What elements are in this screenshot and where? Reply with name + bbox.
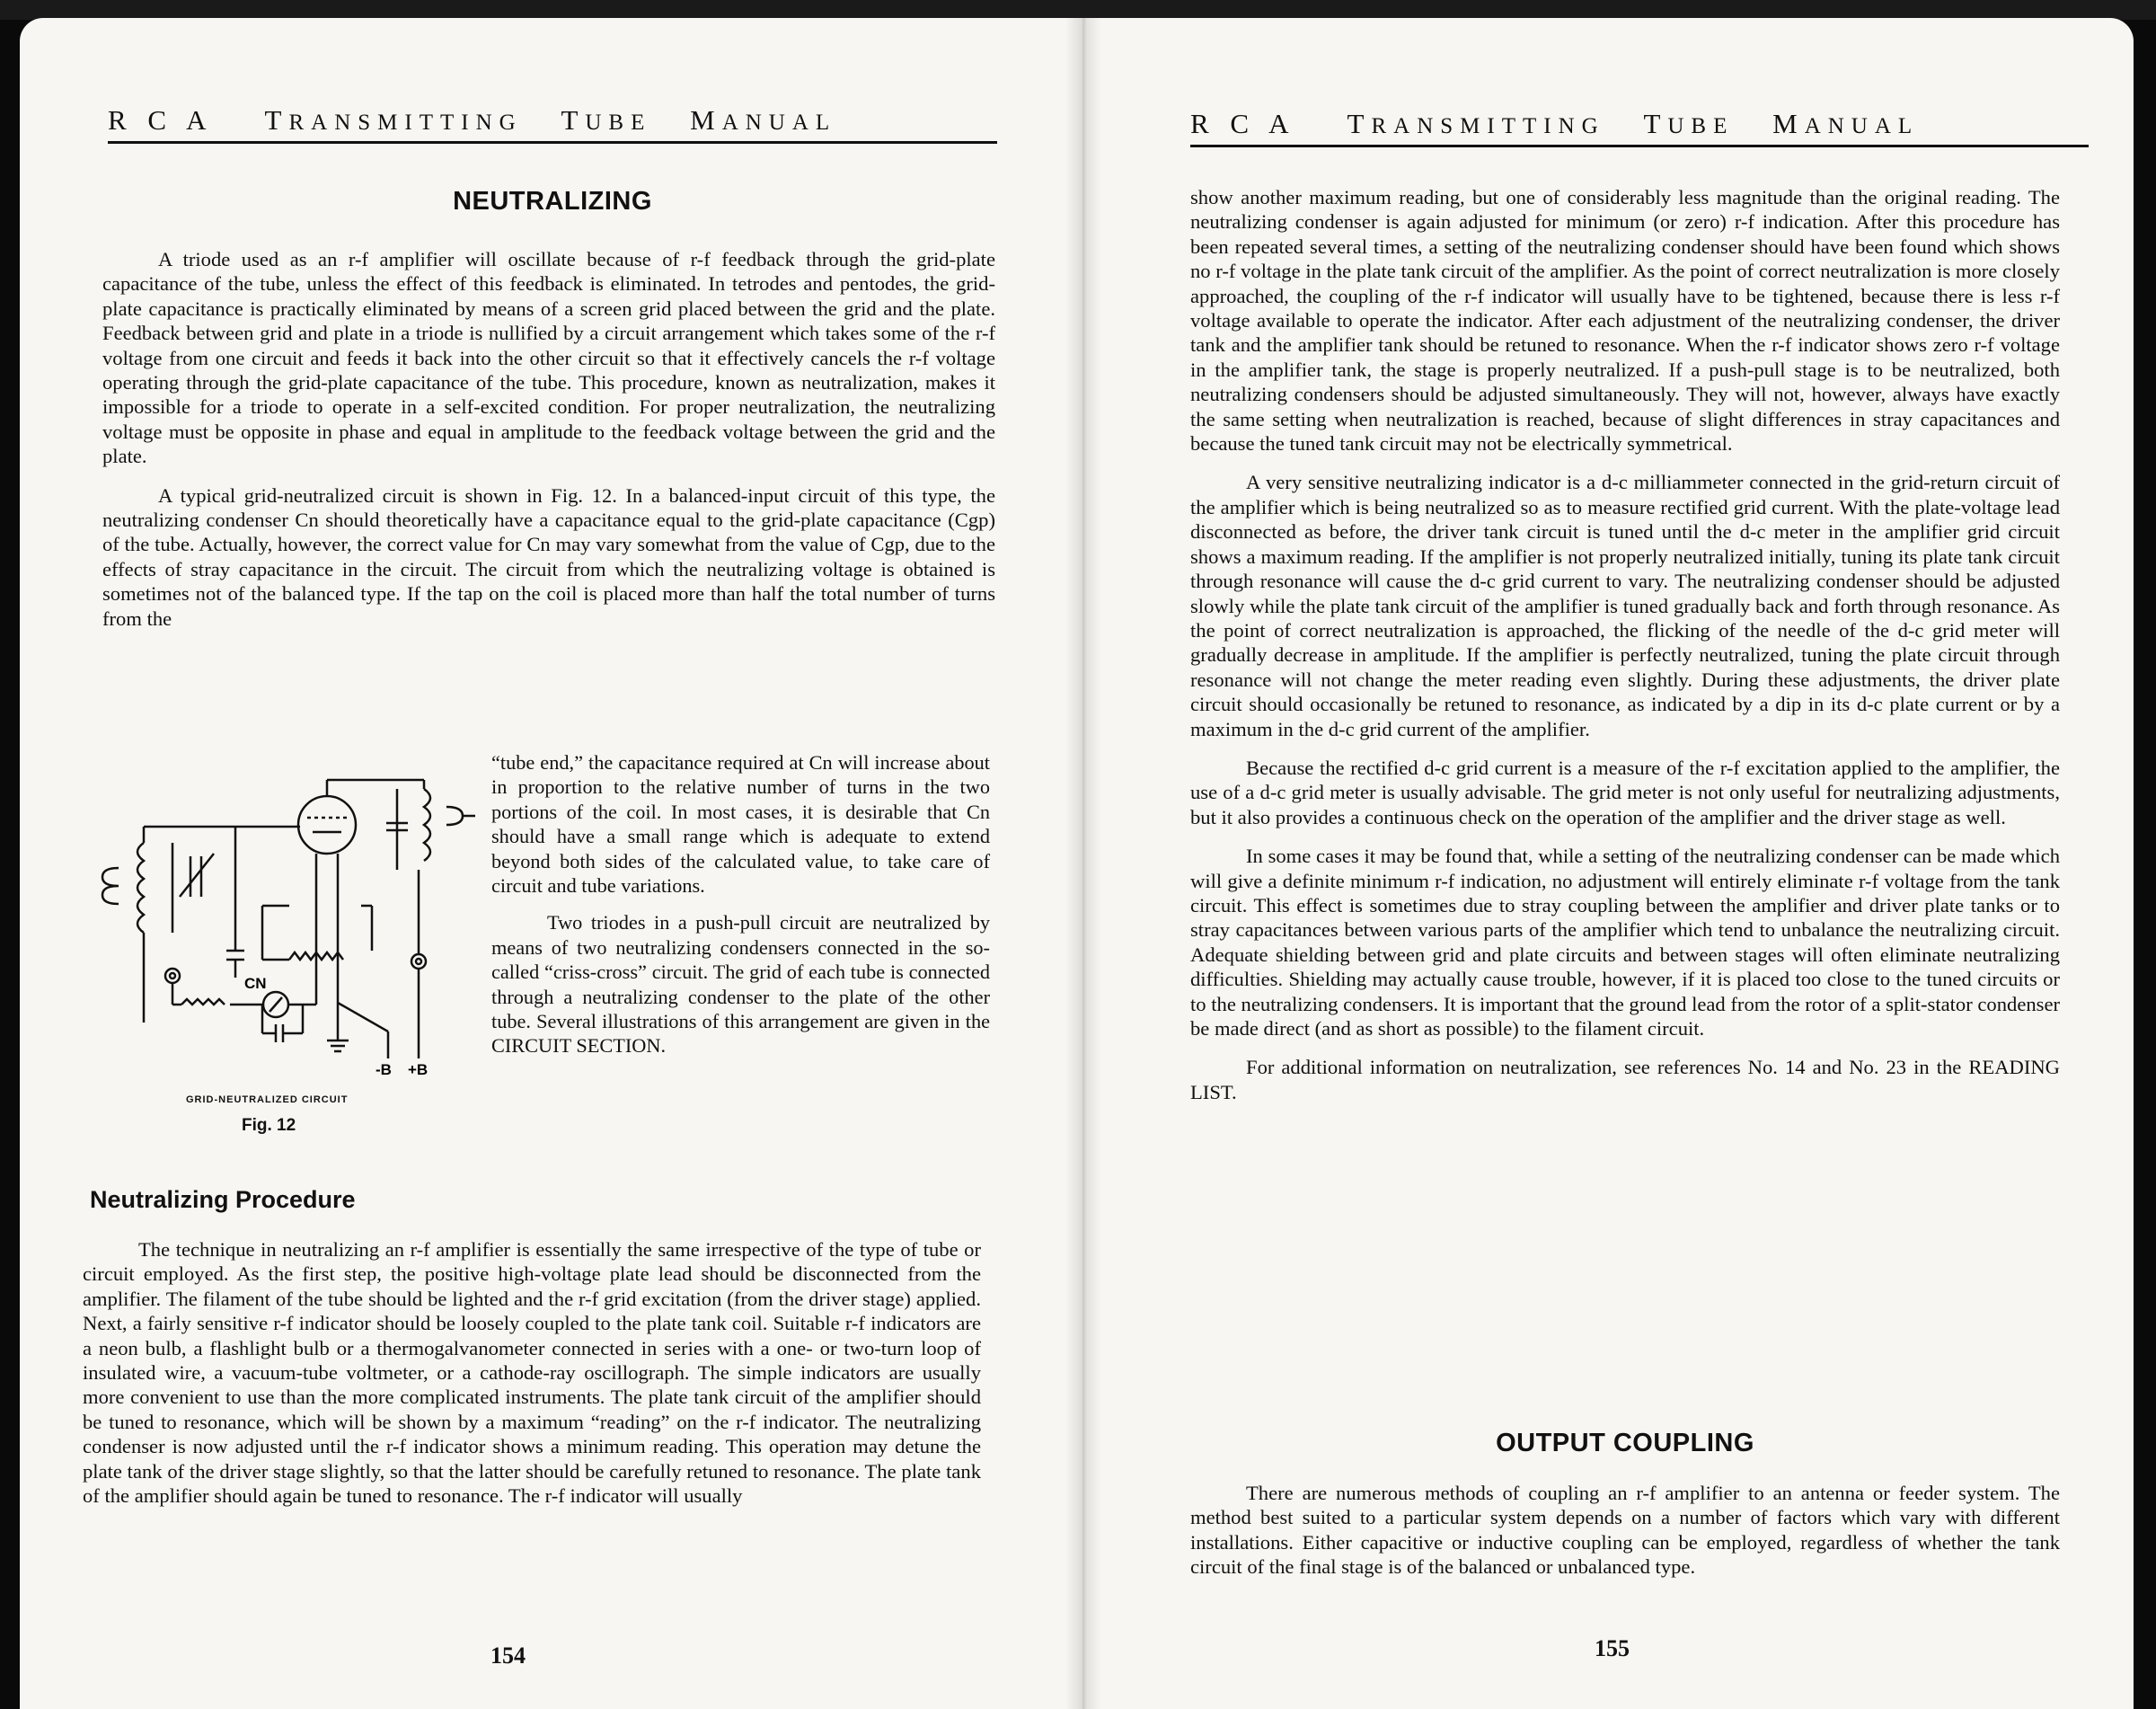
paragraph-push-pull: Two triodes in a push-pull circuit are neutralized by means of two neutralizing condensers connected in the so-called “criss-cross” circuit. The grid of each tube is connected through a neutralizing condenser to the plate of the other tube. Several illustrations of this arrangement are given in the CIRCUIT SECTION. — [491, 911, 990, 1058]
running-head-rule — [108, 141, 997, 144]
bias-resistor — [181, 999, 225, 1005]
running-head-rca-right: R C A — [1190, 108, 1296, 139]
figure-number: Fig. 12 — [242, 1116, 296, 1135]
running-head-text-right: TRANSMITTING TUBE MANUAL — [1347, 108, 1920, 139]
figure-caption: GRID-NEUTRALIZED CIRCUIT — [186, 1094, 349, 1105]
right-text-top — [1190, 185, 2060, 1113]
left-text-top — [102, 247, 995, 640]
paragraph-sensitive-indicator: A very sensitive neutralizing indicator is a d-c milliammeter connected in the grid-return circuit of the amplifier which is being neutralized so as to measure rectified grid current. With the plate-voltage lead disconnected as before, the driver tank circuit is tuned until the d-c meter in the amplifier grid circuit shows a maximum reading. If the amplifier is not properly neutralized initially, tuning its plate tank circuit through resonance will cause the d-c grid current to vary. The neutralizing condenser should be adjusted slowly while the plate tank circuit of the amplifier is tuned gradually back and forth through resonance. As the point of correct neutralization is approached, the flicking of the needle of the d-c grid meter will gradually decrease in amplitude. If the amplifier is perfectly neutralized, tuning the plate circuit through resonance will not change the meter reading even slightly. During these adjustments, the driver plate circuit should occasionally be retuned to resonance, as indicated by a dip in its d-c plate current or by a maximum in the d-c grid current of the amplifier. — [1190, 471, 2060, 740]
paragraph-neutralizing-intro: A triode used as an r-f amplifier will oscillate because of r-f feedback through the grid-plate capacitance of the tube, unless the effect of this feedback is eliminated. In tetrodes and pentodes, the grid-plate capacitance is practically eliminated by means of a screen grid placed between the grid and the plate. Feedback between grid and plate in a triode is nullified by a circuit arrangement which takes some of the r-f voltage from one circuit and feeds it back into the other circuit so that it effectively cancels the r-f voltage operating through the grid-plate capacitance of the tube. This procedure, known as neutralization, makes it impossible for a triode to operate in a self-excited condition. For proper neutralization, the neutralizing voltage must be opposite in phase and equal in amplitude to the feedback voltage between the grid and the plate. — [102, 248, 995, 468]
running-head-rule-right — [1190, 145, 2089, 147]
scan-top-edge — [0, 0, 2156, 20]
section-title-neutralizing: NEUTRALIZING — [453, 187, 652, 216]
input-coil — [102, 868, 119, 904]
triode-tube-envelope — [298, 796, 356, 854]
output-coupling-link — [446, 807, 475, 825]
right-page — [1082, 18, 2134, 1709]
left-text-bottom — [83, 1237, 981, 1517]
running-head-rca: R C A — [108, 104, 214, 136]
label-plus-b: +B — [408, 1061, 429, 1076]
label-minus-b: -B — [376, 1061, 392, 1076]
plate-choke — [411, 954, 426, 969]
paragraph-some-cases: In some cases it may be found that, while a setting of the neutralizing condenser can be made which will give a definite minimum r-f indication, no adjustment will entirely eliminate r-f voltage from the tank circuit. This effect is sometimes due to stray coupling between the amplifier and driver plate tanks or to stray capacitances between various parts of the amplifier which tend to unbalance the neutralizing circuit. Adequate shielding between grid and plate circuits and between stages will often eliminate neutralizing difficulties. Shielding may actually cause trouble, however, if it is placed too close to the tuned circuits or to the neutralizing condensers. It is important that the ground lead from the rotor of a split-stator condenser be made direct (and as short as possible) to the filament circuit. — [1190, 845, 2060, 1040]
paragraph-grid-neutralized: A typical grid-neutralized circuit is shown in Fig. 12. In a balanced-input circuit of this type, the neutralizing condenser Cn should theoretically have a capacitance equal to the grid-plate capacitance (Cgp) of the tube. Actually, however, the correct value for Cn may vary somewhat from the value of Cgp, due to the effects of stray capacitance in the circuit. The circuit from which the neutralizing voltage is obtained is sometimes not of the balanced type. If the tap on the coil is placed more than half the total number of turns from the — [102, 483, 995, 630]
book-gutter — [1065, 18, 1101, 1709]
left-page — [20, 18, 1082, 1709]
running-head-left — [108, 104, 1006, 140]
output-coil — [424, 789, 430, 861]
subheading-neutralizing-procedure: Neutralizing Procedure — [90, 1186, 356, 1213]
running-head-text: TRANSMITTING TUBE MANUAL — [264, 104, 837, 136]
paragraph-additional-info: For additional information on neutralization, see references No. 14 and No. 23 in the READING LIST. — [1190, 1056, 2060, 1103]
running-head-right — [1190, 108, 2107, 144]
figure-grid-neutralized-circuit — [92, 771, 478, 1076]
grid-choke — [165, 969, 180, 983]
paragraph-technique: The technique in neutralizing an r-f amplifier is essentially the same irrespective of the type of tube or circuit employed. As the first step, the positive high-voltage plate lead should be disconnected from the amplifier. The filament of the tube should be lighted and the r-f grid excitation (from the driver stage) applied. Next, a fairly sensitive r-f indicator should be loosely coupled to the plate tank coil. Suitable r-f indicators are a neon bulb, a flashlight bulb or a thermogalvanometer connected in series with a one- or two-turn loop of insulated wire, a vacuum-tube voltmeter, or a cathode-ray oscillograph. The simple indicators are usually more convenient to use than the more complicated instruments. The plate tank circuit of the amplifier should be tuned to resonance, which will be shown by a maximum “reading” on the r-f indicator. The neutralizing condenser is now adjusted until the r-f indicator shows a minimum reading. This operation may detune the plate tank of the driver stage slightly, so that the latter should be carefully retuned to resonance. The plate tank of the amplifier should again be tuned to resonance. The r-f indicator will usually — [83, 1238, 981, 1508]
section-title-output-coupling: OUTPUT COUPLING — [1496, 1429, 1754, 1457]
paragraph-show-another: show another maximum reading, but one of considerably less magnitude than the original reading. The neutralizing condenser is again adjusted for minimum (or zero) r-f indication. After this procedure has been repeated several times, a setting of the neutralizing condenser should have been found which shows no r-f voltage in the plate tank circuit of the amplifier. As the point of correct neutralization is more closely approached, the coupling of the r-f indicator will usually have to be tightened, because there is less r-f voltage available to operate the indicator. After each adjustment of the neutralizing condenser, the driver tank and the amplifier tank should be retuned to resonance. When the r-f indicator shows zero r-f voltage in the amplifier tank, the stage is properly neutralized. If a push-pull stage is to be neutralized, both neutralizing condensers should be adjusted simultaneously. They will not, however, always have exactly the same setting when neutralization is reached, because of slight differences in stray capacitances and because the tuned tank circuit may not be electrically symmetrical. — [1190, 186, 2060, 456]
page-number-right: 155 — [1595, 1635, 1630, 1661]
input-coil-secondary — [137, 843, 144, 933]
label-cn: CN — [244, 975, 267, 992]
paragraph-tube-end: “tube end,” the capacitance required at Cn will increase about in proportion to the relative number of turns in the two portions of the coil. In most cases, it is desirable that Cn should have a small range which is adequate to extend beyond both sides of the calculated value, to take care of circuit and tube variations. — [491, 751, 990, 898]
right-text-bottom — [1190, 1481, 2060, 1589]
paragraph-rectified-grid: Because the rectified d-c grid current is a measure of the r-f excitation applied to the amplifier, the use of a d-c grid meter is usually advisable. The grid meter is not only useful for neutralizing adjustments, but it also provides a continuous check on the operation of the amplifier and the driver stage as well. — [1190, 756, 2060, 828]
left-text-wrap — [491, 750, 990, 1067]
paragraph-numerous-methods: There are numerous methods of coupling an r-f amplifier to an antenna or feeder system. The method best suited to a particular system depends on a number of factors which vary with different installations. Either capacitive or inductive coupling can be employed, regardless of whether the tank circuit of the final stage is of the balanced or unbalanced type. — [1190, 1482, 2060, 1579]
page-number-left: 154 — [490, 1643, 526, 1669]
